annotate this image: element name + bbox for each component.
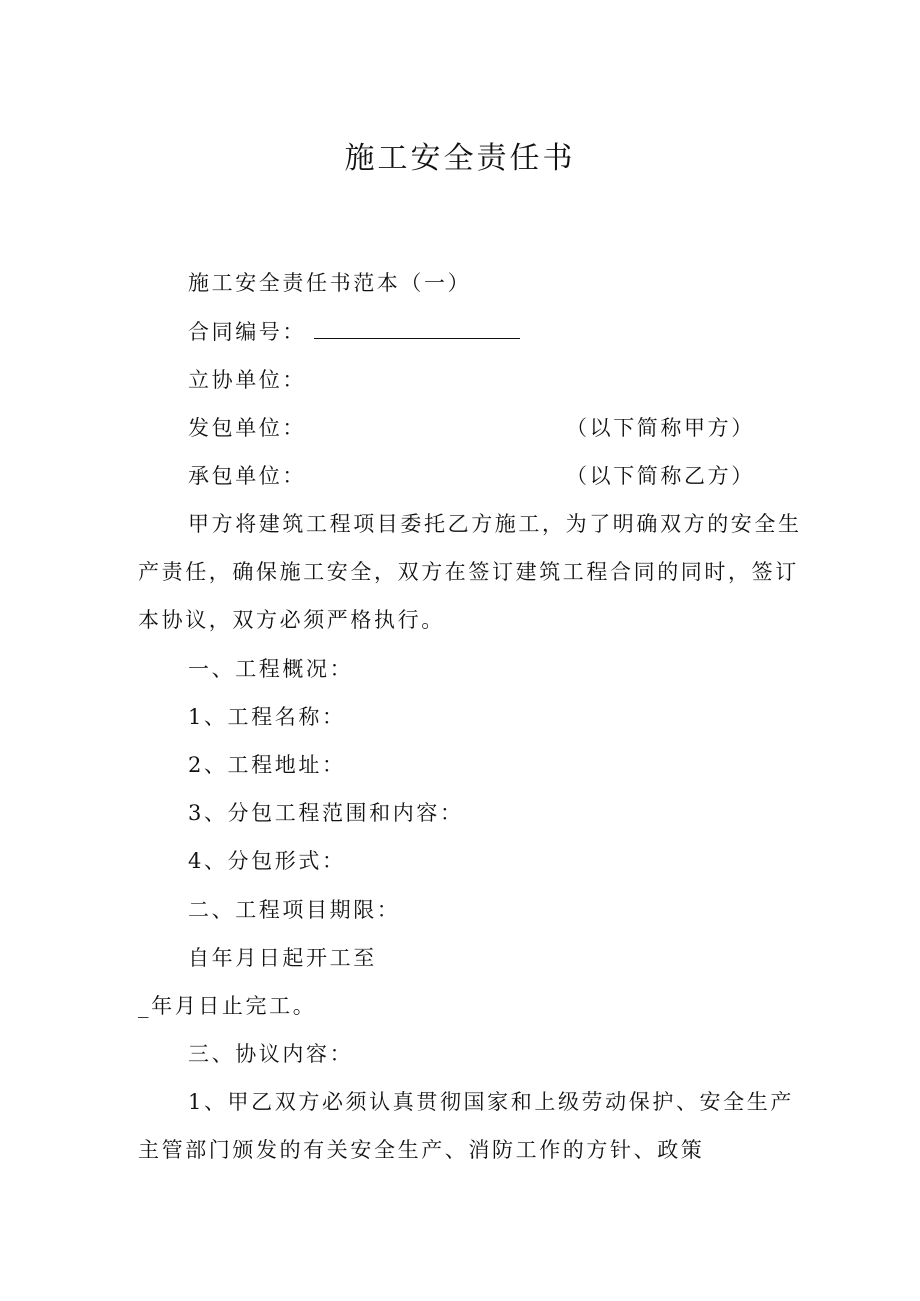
employer-label: 发包单位： xyxy=(188,416,306,440)
section1-heading: 一、工程概况： xyxy=(188,657,354,681)
section2-heading: 二、工程项目期限： xyxy=(188,898,401,922)
employer-note: （以下简称甲方） xyxy=(566,416,755,440)
document-subtitle: 施工安全责任书范本（一） xyxy=(188,271,472,295)
intro-line-2: 产责任，确保施工安全，双方在签订建筑工程合同的同时，签订 xyxy=(138,560,799,584)
section1-item-2: 2、工程地址： xyxy=(188,753,346,777)
contract-number-row xyxy=(188,316,520,348)
contract-number-blank xyxy=(314,318,520,339)
section3-line-1: 1、甲乙双方必须认真贯彻国家和上级劳动保护、安全生产 xyxy=(188,1090,794,1114)
party-label: 立协单位： xyxy=(188,368,306,392)
contractor-note: （以下简称乙方） xyxy=(566,464,755,488)
section3-heading: 三、协议内容： xyxy=(188,1042,354,1066)
document-title: 施工安全责任书 xyxy=(344,141,576,176)
period-line-2: _年月日止完工。 xyxy=(138,994,317,1018)
intro-line-3: 本协议，双方必须严格执行。 xyxy=(138,608,445,632)
intro-line-1: 甲方将建筑工程项目委托乙方施工，为了明确双方的安全生 xyxy=(188,512,802,536)
period-line-1: 自年月日起开工至 xyxy=(188,946,377,970)
section3-line-2: 主管部门颁发的有关安全生产、消防工作的方针、政策 xyxy=(138,1138,705,1162)
section1-item-4: 4、分包形式： xyxy=(188,849,346,873)
contract-number-label: 合同编号： xyxy=(188,320,306,344)
section1-item-3: 3、分包工程范围和内容： xyxy=(188,801,464,825)
contractor-label: 承包单位： xyxy=(188,464,306,488)
section1-item-1: 1、工程名称： xyxy=(188,705,346,729)
